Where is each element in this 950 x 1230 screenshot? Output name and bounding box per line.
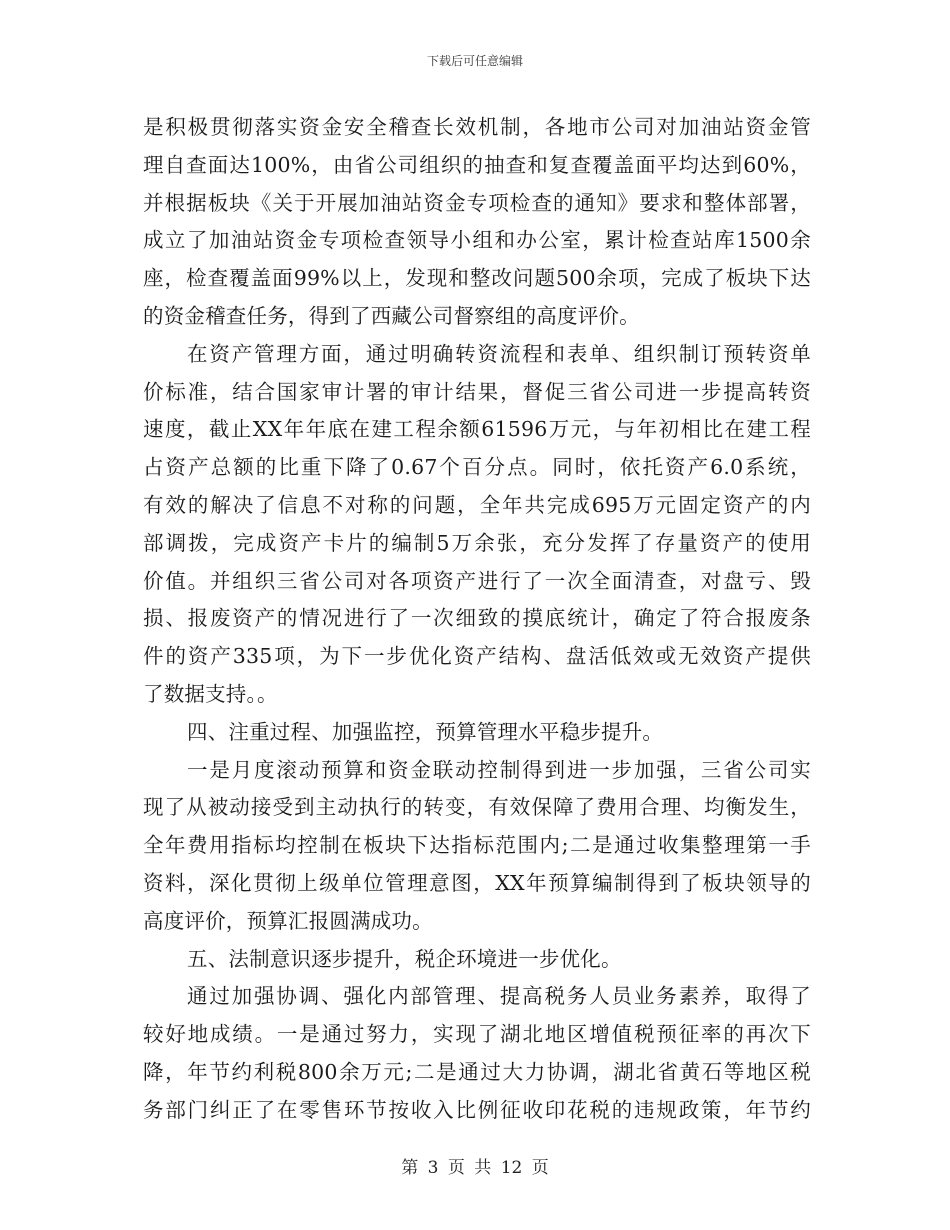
text-line: 的资金稽查任务，得到了西藏公司督察组的高度评价。 <box>143 303 640 328</box>
page-header: 下载后可任意编辑 <box>426 54 523 68</box>
text-line: 损、报废资产的情况进行了一次细致的摸底统计，确定了符合报废条 <box>143 606 811 631</box>
text-line: 并根据板块《关于开展加油站资金专项检查的通知》要求和整体部署， <box>143 190 811 215</box>
text-line: 件的资产335项，为下一步优化资产结构、盘活低效或无效资产提供 <box>143 644 811 669</box>
text-line: 资料，深化贯彻上级单位管理意图，XX年预算编制得到了板块领导的 <box>143 870 811 895</box>
text-line: 了数据支持。。 <box>143 681 278 706</box>
text-line: 较好地成绩。一是通过努力，实现了湖北地区增值税预征率的再次下 <box>143 1022 811 1047</box>
text-line: 占资产总额的比重下降了0.67个百分点。同时，依托资产6.0系统， <box>143 455 811 480</box>
document-body <box>143 109 811 1130</box>
text-line: 通过加强协调、强化内部管理、提高税务人员业务素养，取得了 <box>187 984 811 1009</box>
text-line: 价标准，结合国家审计署的审计结果，督促三省公司进一步提高转资 <box>143 379 811 404</box>
text-line: 一是月度滚动预算和资金联动控制得到进一步加强，三省公司实 <box>187 757 811 782</box>
text-line: 价值。并组织三省公司对各项资产进行了一次全面清查，对盘亏、毁 <box>143 568 811 593</box>
text-line: 速度，截止XX年年底在建工程余额61596万元，与年初相比在建工程 <box>143 417 811 442</box>
text-line: 务部门纠正了在零售环节按收入比例征收印花税的违规政策，年节约 <box>143 1097 811 1122</box>
text-line: 降，年节约利税800余万元;二是通过大力协调，湖北省黄石等地区税 <box>143 1059 811 1084</box>
text-line: 部调拨，完成资产卡片的编制5万余张，充分发挥了存量资产的使用 <box>143 530 811 555</box>
text-line: 在资产管理方面，通过明确转资流程和表单、组织制订预转资单 <box>187 341 811 366</box>
text-line: 四、注重过程、加强监控，预算管理水平稳步提升。 <box>187 719 664 744</box>
text-line: 成立了加油站资金专项检查领导小组和办公室，累计检查站库1500余 <box>143 228 811 253</box>
text-line: 有效的解决了信息不对称的问题，全年共完成695万元固定资产的内 <box>143 492 811 517</box>
text-line: 座，检查覆盖面99%以上，发现和整改问题500余项，完成了板块下达 <box>143 266 811 291</box>
text-line: 是积极贯彻落实资金安全稽查长效机制，各地市公司对加油站资金管 <box>143 115 811 139</box>
text-line: 五、法制意识逐步提升，税企环境进一步优化。 <box>187 946 622 971</box>
page-footer: 第 3 页 共 12 页 <box>401 1158 549 1178</box>
text-line: 高度评价，预算汇报圆满成功。 <box>143 908 433 933</box>
text-line: 现了从被动接受到主动执行的转变，有效保障了费用合理、均衡发生， <box>143 795 811 820</box>
text-line: 理自查面达100%，由省公司组织的抽查和复查覆盖面平均达到60%， <box>143 152 811 177</box>
text-line: 全年费用指标均控制在板块下达指标范围内;二是通过收集整理第一手 <box>143 833 811 858</box>
